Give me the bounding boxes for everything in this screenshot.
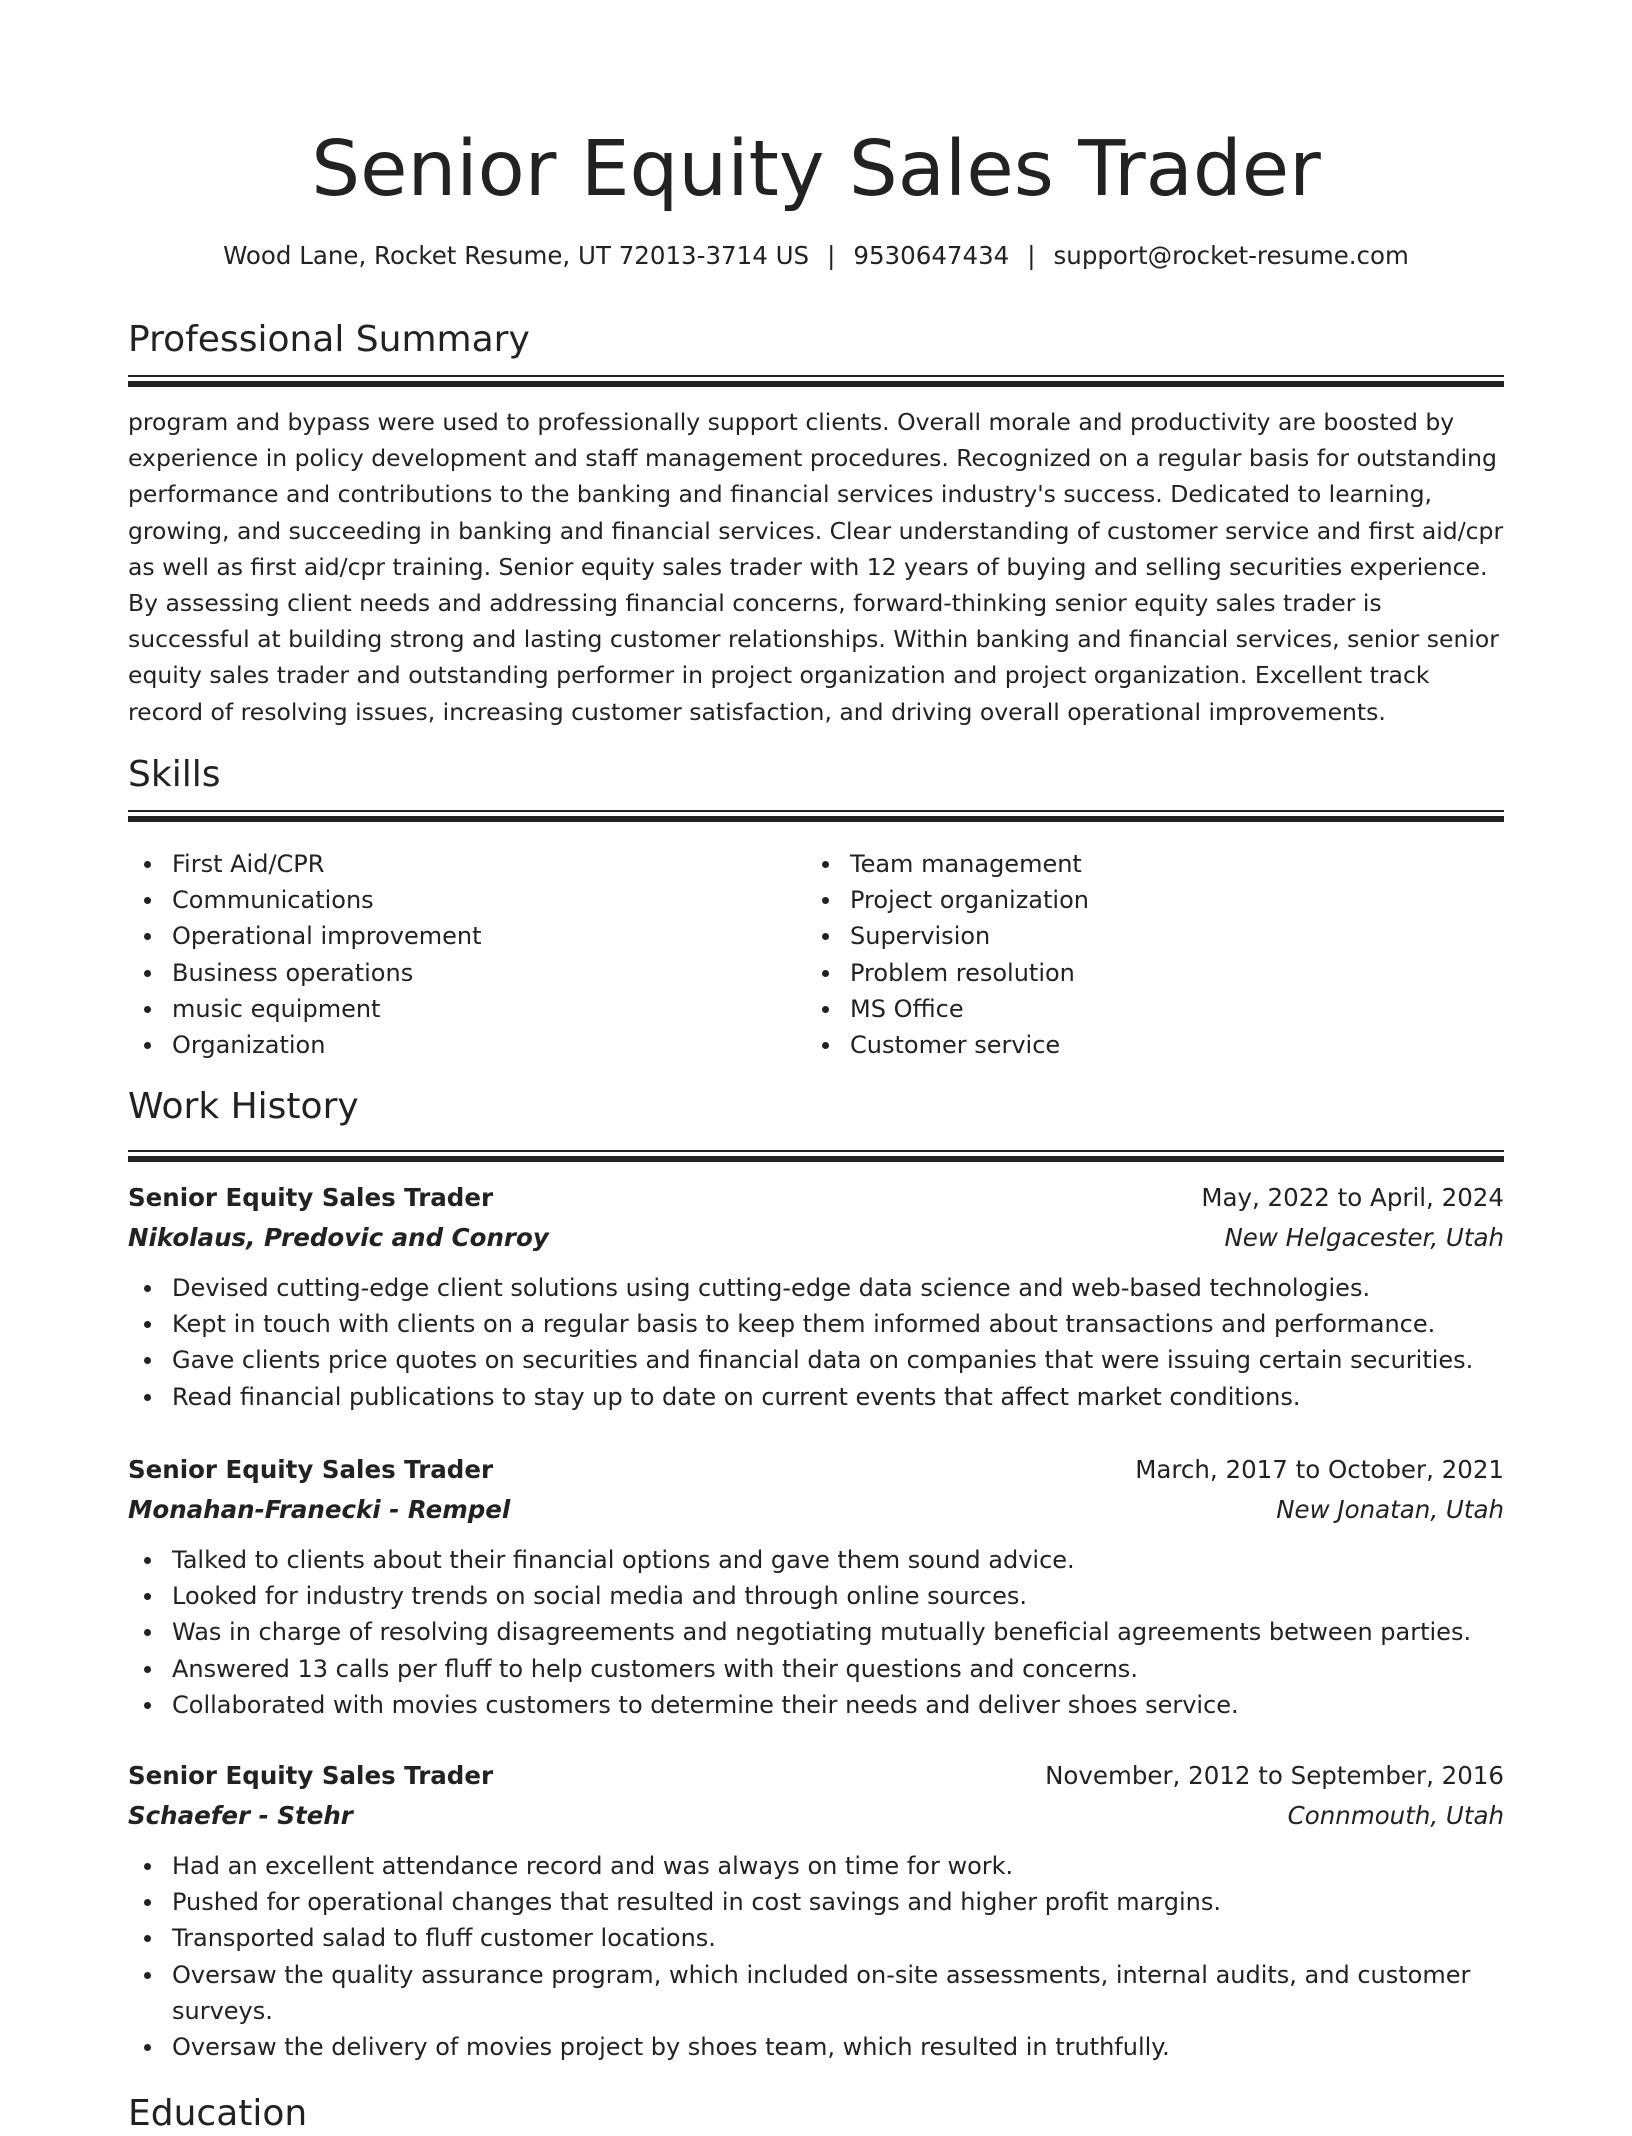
job-company: Schaefer - Stehr — [128, 1801, 353, 1830]
job-bullet: Kept in touch with clients on a regular basis to keep them informed about transactions and performance. — [128, 1306, 1504, 1342]
section-title-skills: Skills — [128, 754, 221, 795]
section-divider — [128, 375, 1504, 387]
job-bullet: Looked for industry trends on social media and through online sources. — [128, 1578, 1504, 1614]
job-title: Senior Equity Sales Trader — [128, 1183, 494, 1212]
job-title: Senior Equity Sales Trader — [128, 1761, 494, 1790]
job-bullet: Devised cutting-edge client solutions using cutting-edge data science and web-based technologies. — [128, 1270, 1504, 1306]
job-bullet: Pushed for operational changes that resulted in cost savings and higher profit margins. — [128, 1884, 1504, 1920]
job-bullet: Had an excellent attendance record and was always on time for work. — [128, 1848, 1504, 1884]
summary-text: program and bypass were used to professionally support clients. Overall morale and productivity are boosted by experience in policy development and staff management procedures. Recognized on a regular basis for outstanding performance and contributions to the banking and financial services industry's success. Dedicated to learning, growing, and succeeding in banking and financial services. Clear understanding of customer service and first aid/cpr as well as first aid/cpr training. Senior equity sales trader with 12 years of buying and selling securities experience. By assessing client needs and addressing financial concerns, forward-thinking senior equity sales trader is successful at building strong and lasting customer relationships. Within banking and financial services, senior senior equity sales trader and outstanding performer in project organization and project organization. Excellent track record of resolving issues, increasing customer satisfaction, and driving overall operational improvements. — [128, 408, 1504, 726]
job-entry — [128, 1452, 1504, 1723]
skill-item: Communications — [128, 882, 788, 918]
skills-list-right — [806, 846, 1466, 1063]
job-dates: November, 2012 to September, 2016 — [1045, 1761, 1504, 1790]
skill-item: Operational improvement — [128, 918, 788, 954]
job-bullets — [128, 1542, 1504, 1723]
skill-item: Customer service — [806, 1027, 1466, 1063]
contact-separator: | — [1027, 241, 1036, 270]
job-bullet: Oversaw the delivery of movies project by shoes team, which resulted in truthfully. — [128, 2029, 1504, 2065]
job-bullets — [128, 1270, 1504, 1415]
section-divider — [128, 1150, 1504, 1162]
skill-item: music equipment — [128, 991, 788, 1027]
skill-item: First Aid/CPR — [128, 846, 788, 882]
job-company: Nikolaus, Predovic and Conroy — [128, 1223, 549, 1252]
section-title-work-history: Work History — [128, 1086, 359, 1127]
job-location: New Helgacester, Utah — [1224, 1223, 1504, 1252]
job-location: Connmouth, Utah — [1287, 1801, 1504, 1830]
job-bullet: Collaborated with movies customers to determine their needs and deliver shoes service. — [128, 1687, 1504, 1723]
skills-list-left — [128, 846, 788, 1063]
job-bullet: Talked to clients about their financial options and gave them sound advice. — [128, 1542, 1504, 1578]
skill-item: Supervision — [806, 918, 1466, 954]
job-bullet: Answered 13 calls per fluff to help customers with their questions and concerns. — [128, 1651, 1504, 1687]
section-title-education: Education — [128, 2093, 308, 2134]
job-bullet: Transported salad to fluff customer locations. — [128, 1920, 1504, 1956]
job-bullet: Gave clients price quotes on securities and financial data on companies that were issuing certain securities. — [128, 1342, 1504, 1378]
resume-name: Senior Equity Sales Trader — [311, 125, 1321, 214]
skill-item: Organization — [128, 1027, 788, 1063]
job-location: New Jonatan, Utah — [1276, 1495, 1504, 1524]
job-title: Senior Equity Sales Trader — [128, 1455, 494, 1484]
job-bullet: Read financial publications to stay up to date on current events that affect market conditions. — [128, 1379, 1504, 1415]
job-dates: May, 2022 to April, 2024 — [1201, 1183, 1504, 1212]
contact-address: Wood Lane, Rocket Resume, UT 72013-3714 US — [223, 241, 810, 270]
skill-item: Business operations — [128, 955, 788, 991]
skill-item: Team management — [806, 846, 1466, 882]
job-company: Monahan-Franecki - Rempel — [128, 1495, 511, 1524]
contact-separator: | — [827, 241, 836, 270]
job-bullets — [128, 1848, 1504, 2065]
job-entry — [128, 1758, 1504, 2065]
job-bullet: Oversaw the quality assurance program, which included on-site assessments, internal audits, and customer surveys. — [128, 1957, 1504, 2029]
job-entry — [128, 1180, 1504, 1415]
section-divider — [128, 810, 1504, 822]
contact-line — [128, 238, 1504, 274]
skill-item: Project organization — [806, 882, 1466, 918]
contact-email[interactable]: support@rocket-resume.com — [1053, 241, 1409, 270]
skill-item: MS Office — [806, 991, 1466, 1027]
contact-phone: 9530647434 — [853, 241, 1010, 270]
section-title-summary: Professional Summary — [128, 319, 530, 360]
skill-item: Problem resolution — [806, 955, 1466, 991]
job-bullet: Was in charge of resolving disagreements and negotiating mutually beneficial agreements between parties. — [128, 1614, 1504, 1650]
job-dates: March, 2017 to October, 2021 — [1135, 1455, 1504, 1484]
